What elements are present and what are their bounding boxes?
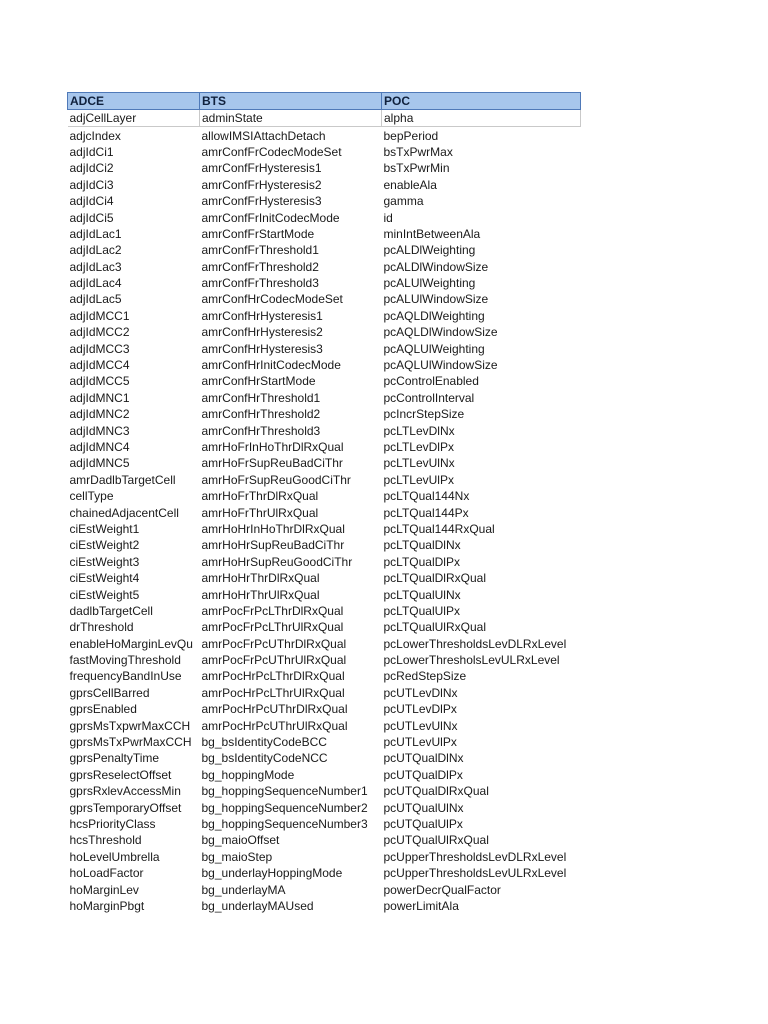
cell-adce[interactable]: amrDadlbTargetCell — [69, 472, 176, 487]
cell-poc[interactable]: powerDecrQualFactor — [383, 882, 501, 897]
cell-adce[interactable]: hcsThreshold — [69, 833, 142, 848]
table-row — [68, 308, 581, 324]
cell-bts[interactable]: amrHoFrThrDlRxQual — [201, 489, 319, 504]
cell-poc[interactable]: gamma — [383, 194, 424, 209]
cell-adce[interactable]: cellType — [69, 489, 114, 504]
cell-bts[interactable]: amrHoFrSupReuBadCiThr — [201, 456, 343, 471]
cell-bts[interactable]: amrConfFrThreshold3 — [201, 276, 319, 291]
cell-bts[interactable]: amrHoHrInHoThrDlRxQual — [201, 521, 345, 536]
table-row — [68, 586, 581, 602]
table-row — [68, 783, 581, 799]
cell-bts[interactable]: bg_hoppingSequenceNumber2 — [201, 800, 368, 815]
table-row — [68, 652, 581, 668]
cell-poc[interactable]: pcLTLevUlPx — [383, 472, 454, 487]
cell-adce[interactable]: adjIdMCC5 — [69, 374, 130, 389]
cell-adce[interactable]: adjIdLac2 — [69, 243, 122, 258]
table-row — [68, 357, 581, 373]
cell-bts[interactable]: amrPocFrPcLThrDlRxQual — [201, 603, 344, 618]
table-row — [68, 734, 581, 750]
cell-adce[interactable]: gprsMsTxpwrMaxCCH — [69, 718, 191, 733]
table-row — [68, 275, 581, 291]
cell-bts[interactable]: amrConfFrCodecModeSet — [201, 144, 342, 159]
table-row — [68, 570, 581, 586]
table-row — [68, 177, 581, 193]
cell-bts[interactable]: bg_bsIdentityCodeBCC — [201, 735, 327, 750]
cell-adce[interactable]: adjcIndex — [69, 128, 121, 143]
cell-bts[interactable]: amrPocFrPcUThrUlRxQual — [201, 653, 347, 668]
table-row — [68, 110, 581, 127]
cell-poc[interactable]: pcRedStepSize — [383, 669, 467, 684]
cell-poc[interactable]: pcLTQual144Nx — [383, 489, 470, 504]
cell-poc[interactable]: pcALDlWindowSize — [383, 259, 489, 274]
cell-adce[interactable]: ciEstWeight3 — [69, 554, 140, 569]
cell-adce[interactable]: dadlbTargetCell — [69, 603, 153, 618]
table-row — [68, 816, 581, 832]
cell-bts[interactable]: bg_underlayMAUsed — [201, 898, 314, 913]
cell-adce[interactable]: ciEstWeight5 — [69, 587, 140, 602]
cell-poc[interactable]: pcUTQualDlRxQual — [383, 784, 489, 799]
cell-bts[interactable]: amrConfHrCodecModeSet — [201, 292, 343, 307]
cell-poc[interactable]: pcLTLevDlNx — [383, 423, 455, 438]
cell-poc[interactable]: pcLTQualDlPx — [383, 554, 460, 569]
cell-bts[interactable]: bg_bsIdentityCodeNCC — [201, 751, 328, 766]
cell-bts[interactable]: amrPocFrPcUThrDlRxQual — [201, 636, 347, 651]
cell-adce[interactable]: drThreshold — [69, 620, 134, 635]
table-row — [68, 127, 581, 144]
cell-adce[interactable]: frequencyBandInUse — [69, 669, 182, 684]
cell-bts[interactable]: amrConfFrStartMode — [201, 226, 315, 241]
cell-bts[interactable]: bg_hoppingMode — [201, 767, 295, 782]
cell-bts[interactable]: bg_maioOffset — [201, 833, 280, 848]
cell-adce[interactable]: ciEstWeight1 — [69, 521, 140, 536]
cell-poc[interactable]: pcUTQualUlRxQual — [383, 833, 489, 848]
cell-adce[interactable]: adjIdMCC2 — [69, 325, 130, 340]
cell-bts[interactable]: bg_underlayMA — [201, 882, 286, 897]
table-row — [68, 898, 581, 914]
cell-poc[interactable]: minIntBetweenAla — [383, 226, 481, 241]
cell-adce[interactable]: adjIdCi1 — [69, 144, 114, 159]
table-row — [68, 668, 581, 684]
table-row — [68, 390, 581, 406]
cell-adce[interactable]: adjIdMNC4 — [69, 440, 130, 454]
cell-bts[interactable]: bg_hoppingSequenceNumber3 — [201, 816, 368, 831]
cell-bts[interactable]: amrPocHrPcUThrUlRxQual — [201, 718, 348, 733]
cell-adce[interactable]: adjCellLayer — [68, 110, 200, 127]
cell-adce[interactable]: adjIdMCC3 — [69, 341, 130, 356]
cell-poc[interactable]: pcLTQualDlRxQual — [383, 571, 486, 586]
cell-adce[interactable]: chainedAdjacentCell — [69, 505, 179, 520]
cell-bts[interactable]: allowIMSIAttachDetach — [201, 128, 326, 143]
cell-adce[interactable]: gprsRxlevAccessMin — [69, 784, 181, 799]
cell-poc[interactable]: pcLTQualUlNx — [383, 587, 461, 602]
cell-poc[interactable]: powerLimitAla — [383, 898, 459, 913]
cell-poc[interactable]: pcLTQualUlRxQual — [383, 620, 486, 635]
cell-adce[interactable]: adjIdMCC1 — [69, 308, 130, 323]
cell-poc[interactable]: pcLowerThresholsLevULRxLevel — [383, 653, 560, 668]
cell-adce[interactable]: adjIdLac1 — [69, 226, 122, 241]
cell-bts[interactable]: amrConfHrHysteresis3 — [201, 341, 323, 356]
table-row — [68, 865, 581, 881]
cell-adce[interactable]: gprsEnabled — [69, 702, 137, 717]
cell-poc[interactable]: pcLTLevDlPx — [383, 440, 454, 454]
cell-adce[interactable]: adjIdCi4 — [69, 194, 114, 209]
cell-adce[interactable]: hoMarginPbgt — [69, 898, 145, 913]
cell-adce[interactable]: adjIdCi2 — [69, 161, 114, 176]
cell-bts[interactable]: amrConfFrHysteresis2 — [201, 177, 322, 192]
cell-poc[interactable]: pcLTQualDlNx — [383, 538, 461, 553]
header-poc[interactable]: POC — [382, 93, 581, 110]
table-row — [68, 767, 581, 783]
cell-poc[interactable]: pcAQLUlWeighting — [383, 341, 485, 356]
cell-bts[interactable]: amrHoHrSupReuGoodCiThr — [201, 554, 353, 569]
cell-adce[interactable]: hcsPriorityClass — [69, 816, 156, 831]
table-row — [68, 209, 581, 225]
cell-poc[interactable]: pcUTLevUlPx — [383, 735, 457, 750]
cell-poc[interactable]: pcUTLevDlNx — [383, 685, 458, 700]
cell-bts[interactable]: amrConfHrInitCodecMode — [201, 358, 341, 373]
header-row — [68, 93, 581, 110]
cell-bts[interactable]: amrConfHrHysteresis2 — [201, 325, 323, 340]
cell-poc[interactable]: pcLTQual144Px — [383, 505, 469, 520]
cell-bts[interactable]: amrConfFrInitCodecMode — [201, 210, 340, 225]
cell-adce[interactable]: ciEstWeight4 — [69, 571, 140, 586]
cell-adce[interactable]: fastMovingThreshold — [69, 653, 181, 668]
table-row — [68, 406, 581, 422]
cell-adce[interactable]: adjIdMNC5 — [69, 456, 130, 471]
table-body — [68, 110, 581, 915]
cell-bts[interactable]: amrConfHrThreshold3 — [201, 423, 321, 438]
cell-bts[interactable]: amrHoHrThrDlRxQual — [201, 571, 320, 586]
table-row — [68, 603, 581, 619]
cell-poc[interactable]: pcUTLevDlPx — [383, 702, 457, 717]
cell-poc[interactable]: alpha — [382, 110, 581, 127]
cell-poc[interactable]: pcALDlWeighting — [383, 243, 476, 258]
cell-adce[interactable]: hoLevelUmbrella — [69, 849, 160, 864]
table-row — [68, 340, 581, 356]
cell-bts[interactable]: amrHoHrSupReuBadCiThr — [201, 538, 345, 553]
cell-poc[interactable]: bepPeriod — [383, 128, 439, 143]
cell-bts[interactable]: amrConfFrHysteresis3 — [201, 194, 322, 209]
cell-adce[interactable]: hoMarginLev — [69, 882, 139, 897]
table-row — [68, 439, 581, 455]
table-row — [68, 160, 581, 176]
cell-adce[interactable]: adjIdLac5 — [69, 292, 122, 307]
table-row — [68, 291, 581, 307]
table-row — [68, 849, 581, 865]
table-row — [68, 554, 581, 570]
cell-bts[interactable]: amrConfFrHysteresis1 — [201, 161, 322, 176]
cell-poc[interactable]: bsTxPwrMin — [383, 161, 450, 176]
cell-poc[interactable]: pcUTQualUlNx — [383, 800, 464, 815]
cell-adce[interactable]: adjIdCi5 — [69, 210, 114, 225]
cell-bts[interactable]: bg_hoppingSequenceNumber1 — [201, 784, 368, 799]
cell-poc[interactable]: pcUpperThresholdsLevDLRxLevel — [383, 849, 567, 864]
table-row — [68, 701, 581, 717]
cell-poc[interactable]: pcUTLevUlNx — [383, 718, 458, 733]
cell-bts[interactable]: bg_maioStep — [201, 849, 273, 864]
cell-adce[interactable]: adjIdCi3 — [69, 177, 114, 192]
cell-bts[interactable]: adminState — [200, 110, 382, 127]
cell-bts[interactable]: amrPocHrPcUThrDlRxQual — [201, 702, 348, 717]
cell-adce[interactable]: ciEstWeight2 — [69, 538, 140, 553]
cell-bts[interactable]: bg_underlayHoppingMode — [201, 866, 343, 881]
cell-bts[interactable]: amrPocHrPcLThrDlRxQual — [201, 669, 345, 684]
cell-adce[interactable]: adjIdLac3 — [69, 259, 122, 274]
table-row — [68, 373, 581, 389]
cell-bts[interactable]: amrHoHrThrUlRxQual — [201, 587, 320, 602]
cell-poc[interactable]: pcIncrStepSize — [383, 407, 465, 422]
table-row — [68, 504, 581, 520]
cell-poc[interactable]: pcLowerThresholdsLevDLRxLevel — [383, 636, 567, 651]
cell-poc[interactable]: pcLTQualUlPx — [383, 603, 460, 618]
table-row — [68, 193, 581, 209]
cell-bts[interactable]: amrHoFrInHoThrDlRxQual — [201, 440, 344, 454]
cell-adce[interactable]: gprsTemporaryOffset — [69, 800, 182, 815]
cell-bts[interactable]: amrConfFrThreshold2 — [201, 259, 319, 274]
cell-poc[interactable]: pcUTQualUlPx — [383, 816, 463, 831]
table-row — [68, 685, 581, 701]
table-row — [68, 455, 581, 471]
cell-poc[interactable]: pcControlInterval — [383, 390, 475, 405]
cell-bts[interactable]: amrConfHrStartMode — [201, 374, 316, 389]
table-row — [68, 799, 581, 815]
cell-bts[interactable]: amrConfHrThreshold2 — [201, 407, 321, 422]
cell-poc[interactable]: pcAQLUlWindowSize — [383, 358, 498, 373]
cell-poc[interactable]: pcAQLDlWeighting — [383, 308, 485, 323]
cell-poc[interactable]: pcUpperThresholdsLevULRxLevel — [383, 866, 567, 881]
table-row — [68, 324, 581, 340]
parameter-table — [67, 92, 581, 914]
cell-poc[interactable]: pcLTLevUlNx — [383, 456, 455, 471]
table-row — [68, 144, 581, 160]
cell-poc[interactable]: pcControlEnabled — [383, 374, 479, 389]
cell-adce[interactable]: adjIdLac4 — [69, 276, 122, 291]
table-row — [68, 717, 581, 733]
cell-bts[interactable]: amrHoFrSupReuGoodCiThr — [201, 472, 351, 487]
cell-bts[interactable]: amrPocHrPcLThrUlRxQual — [201, 685, 345, 700]
cell-poc[interactable]: pcUTQualDlNx — [383, 751, 464, 766]
cell-poc[interactable]: pcAQLDlWindowSize — [383, 325, 498, 340]
table-row — [68, 636, 581, 652]
cell-bts[interactable]: amrConfHrThreshold1 — [201, 390, 321, 405]
cell-adce[interactable]: gprsReselectOffset — [69, 767, 172, 782]
cell-adce[interactable]: enableHoMarginLevQu — [69, 636, 193, 651]
table-row — [68, 619, 581, 635]
cell-poc[interactable]: pcUTQualDlPx — [383, 767, 463, 782]
cell-adce[interactable]: hoLoadFactor — [69, 866, 144, 881]
header-bts[interactable]: BTS — [200, 93, 382, 110]
cell-adce[interactable]: adjIdMNC3 — [69, 423, 130, 438]
cell-adce[interactable]: adjIdMCC4 — [69, 358, 130, 373]
table-row — [68, 881, 581, 897]
table-row — [68, 521, 581, 537]
cell-adce[interactable]: gprsMsTxPwrMaxCCH — [69, 735, 192, 750]
cell-poc[interactable]: pcALUlWindowSize — [383, 292, 489, 307]
table-row — [68, 537, 581, 553]
table-row — [68, 226, 581, 242]
cell-adce[interactable]: gprsPenaltyTime — [69, 751, 160, 766]
header-adce[interactable]: ADCE — [68, 93, 200, 110]
cell-poc[interactable]: enableAla — [383, 177, 437, 192]
cell-poc[interactable]: pcALUlWeighting — [383, 276, 476, 291]
table-row — [68, 472, 581, 488]
table-row — [68, 750, 581, 766]
cell-adce[interactable]: gprsCellBarred — [69, 685, 150, 700]
table-row — [68, 242, 581, 258]
cell-bts[interactable]: amrHoFrThrUlRxQual — [201, 505, 319, 520]
cell-bts[interactable]: amrConfHrHysteresis1 — [201, 308, 323, 323]
table-row — [68, 832, 581, 848]
table-row — [68, 488, 581, 504]
table-row — [68, 259, 581, 275]
table-row — [68, 422, 581, 438]
cell-poc[interactable]: bsTxPwrMax — [383, 144, 453, 159]
cell-adce[interactable]: adjIdMNC1 — [69, 390, 130, 405]
cell-bts[interactable]: amrConfFrThreshold1 — [201, 243, 319, 258]
cell-bts[interactable]: amrPocFrPcLThrUlRxQual — [201, 620, 344, 635]
cell-adce[interactable]: adjIdMNC2 — [69, 407, 130, 422]
cell-poc[interactable]: id — [383, 210, 393, 225]
cell-poc[interactable]: pcLTQual144RxQual — [383, 521, 495, 536]
